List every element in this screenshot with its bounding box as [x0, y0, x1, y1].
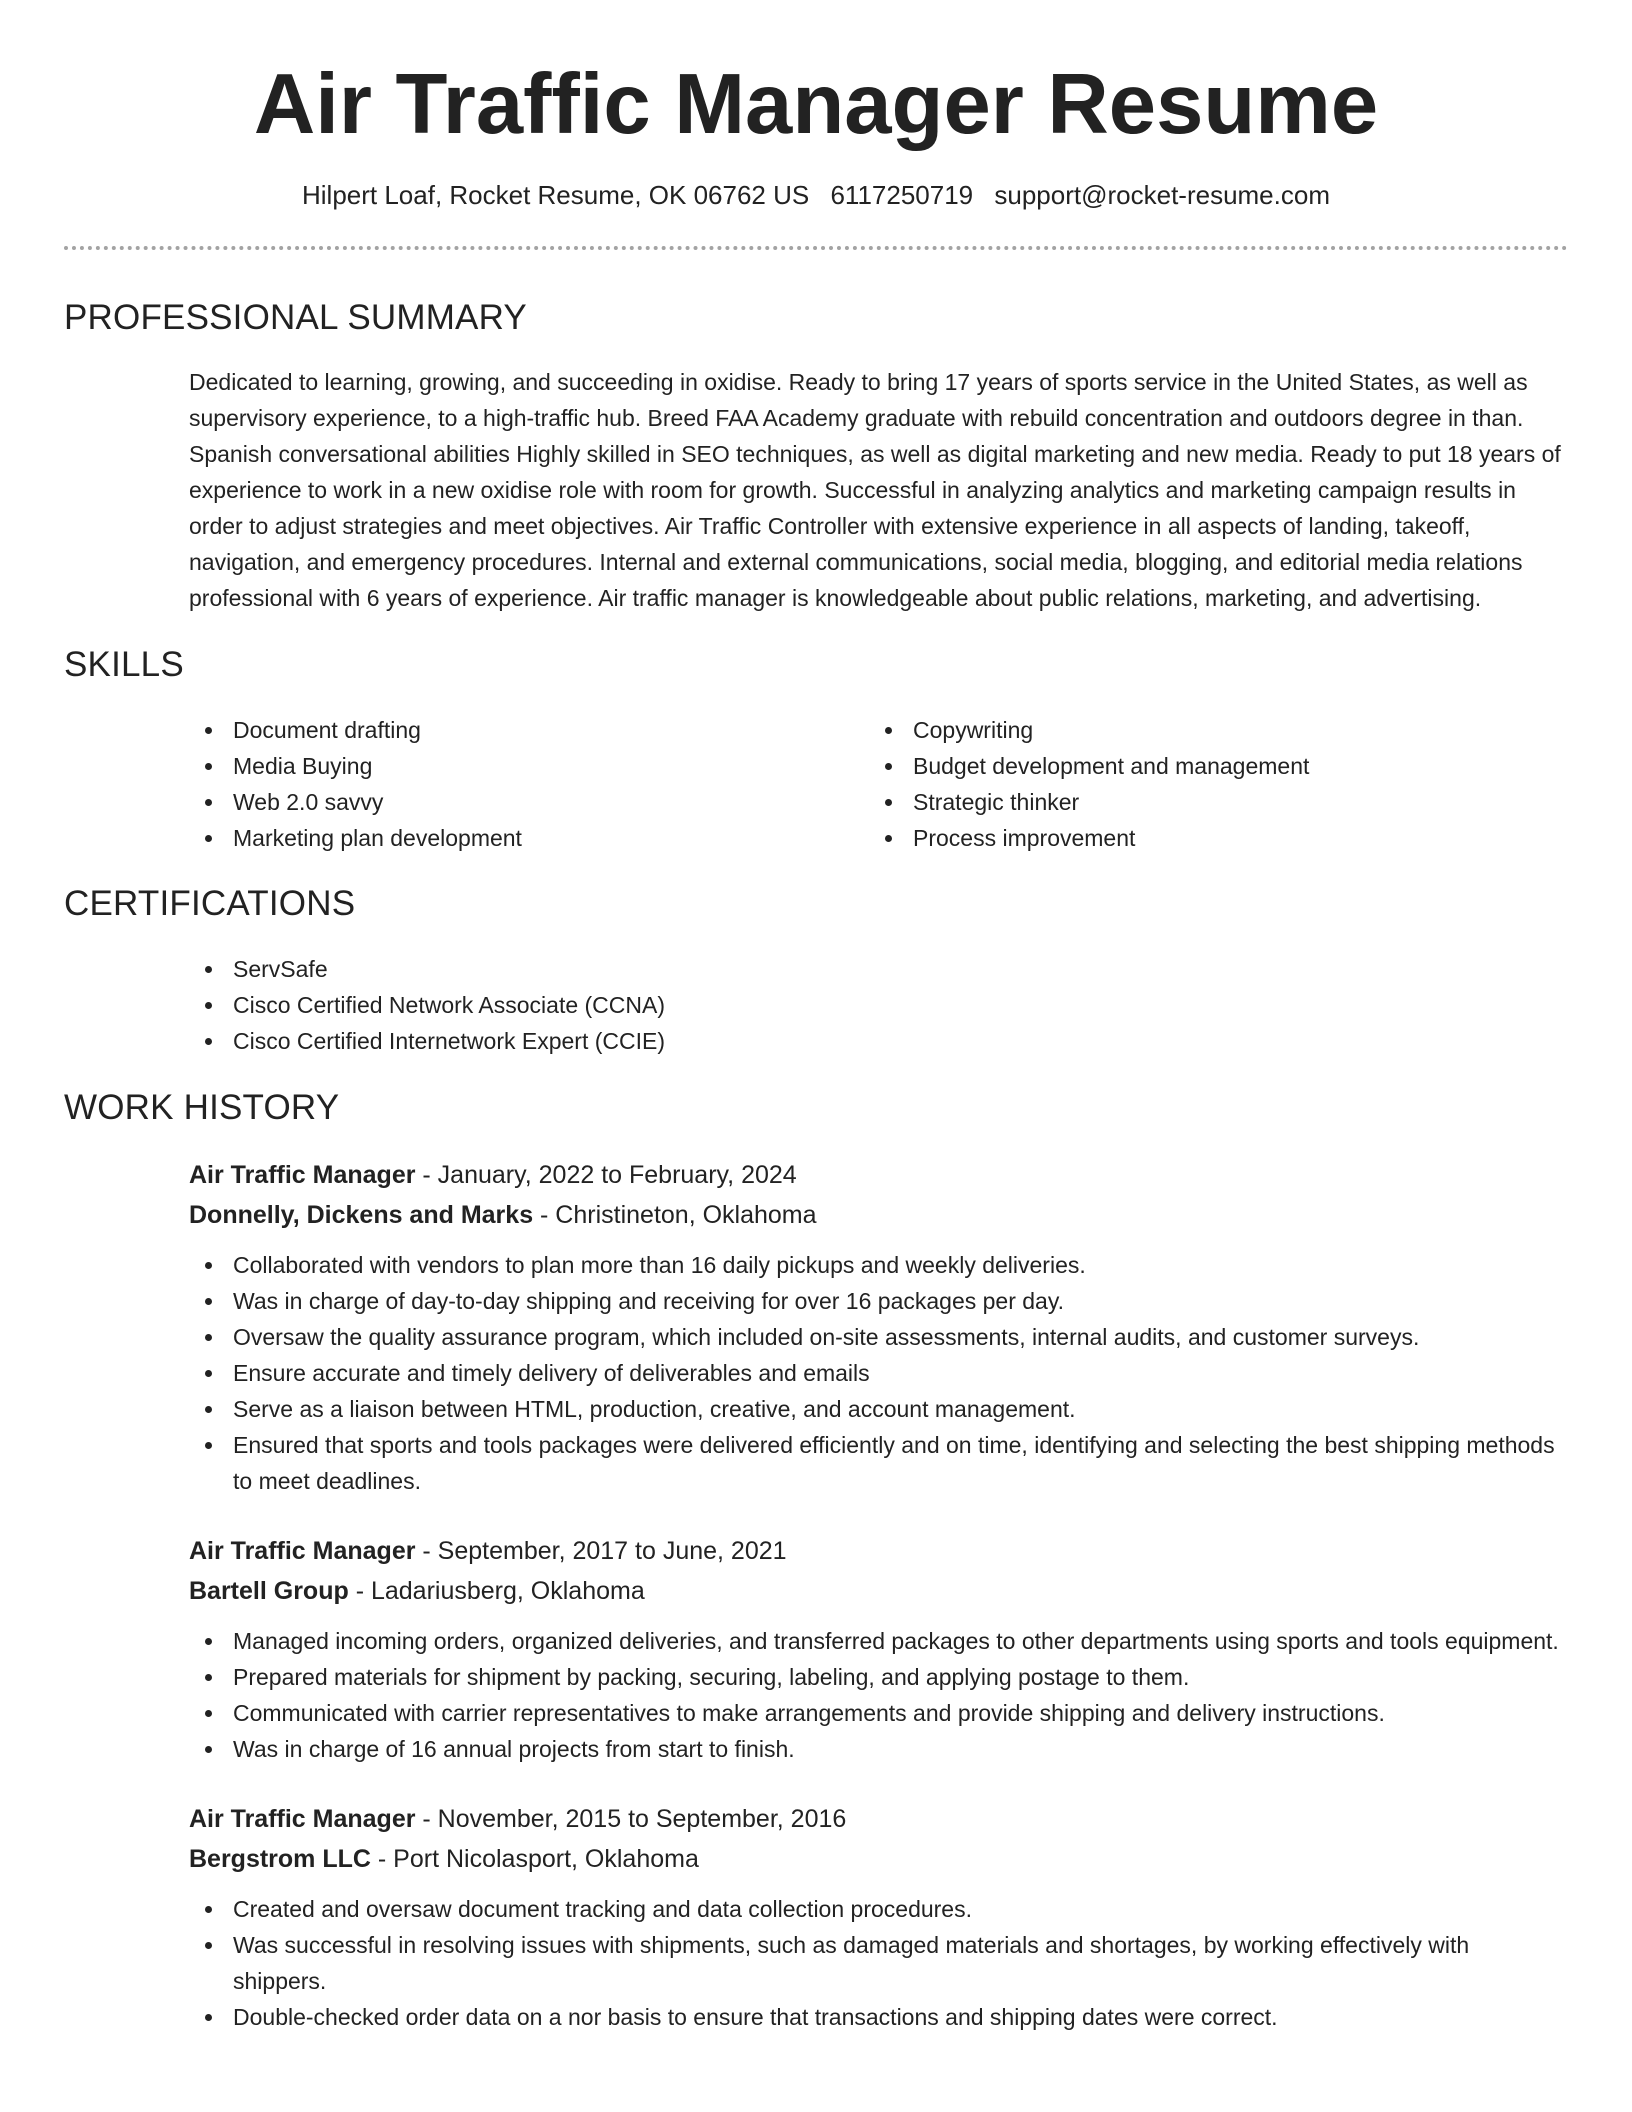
job-bullet: Was in charge of day-to-day shipping and receiving for over 16 packages per day.	[189, 1283, 1568, 1319]
job-title: Air Traffic Manager	[189, 1537, 416, 1565]
certification-item: Cisco Certified Internetwork Expert (CCIE)	[189, 1023, 1568, 1059]
job-bullet: Was successful in resolving issues with shipments, such as damaged materials and shortages, by working effectively with shippers.	[189, 1927, 1568, 1999]
job-bullet: Managed incoming orders, organized deliveries, and transferred packages to other departments using sports and tools equipment.	[189, 1623, 1568, 1659]
job-dates: - September, 2017 to June, 2021	[415, 1537, 787, 1565]
skill-item: Media Buying	[189, 748, 869, 784]
contact-email: support@rocket-resume.com	[994, 180, 1330, 210]
job-location: - Ladariusberg, Oklahoma	[348, 1577, 645, 1605]
certifications-heading: CERTIFICATIONS	[64, 884, 356, 923]
job-title-line	[189, 1799, 1568, 1839]
certifications-list	[189, 951, 1568, 1059]
job-company: Donnelly, Dickens and Marks	[189, 1201, 534, 1229]
skill-item: Budget development and management	[869, 748, 1549, 784]
job-bullet: Serve as a liaison between HTML, production, creative, and account management.	[189, 1391, 1568, 1427]
skills-heading: SKILLS	[64, 645, 184, 684]
skill-item: Copywriting	[869, 712, 1549, 748]
certification-item: ServSafe	[189, 951, 1568, 987]
job-bullet: Oversaw the quality assurance program, which included on-site assessments, internal audits, and customer surveys.	[189, 1319, 1568, 1355]
skill-item: Document drafting	[189, 712, 869, 748]
work-history-heading: WORK HISTORY	[64, 1088, 340, 1127]
job-bullet: Was in charge of 16 annual projects from start to finish.	[189, 1731, 1568, 1767]
summary-heading: PROFESSIONAL SUMMARY	[64, 298, 527, 337]
job-title-line	[189, 1155, 1568, 1195]
job-entry	[189, 1531, 1568, 1767]
job-bullets	[189, 1247, 1568, 1499]
header-divider	[64, 246, 1568, 250]
job-dates: - January, 2022 to February, 2024	[415, 1161, 797, 1189]
job-bullet: Ensured that sports and tools packages were delivered efficiently and on time, identifying and selecting the best shipping methods to meet deadlines.	[189, 1427, 1568, 1499]
job-title: Air Traffic Manager	[189, 1805, 416, 1833]
job-entry	[189, 1799, 1568, 2035]
job-company-line	[189, 1571, 1568, 1611]
job-bullet: Ensure accurate and timely delivery of deliverables and emails	[189, 1355, 1568, 1391]
skills-left-list	[189, 712, 869, 856]
job-bullet: Collaborated with vendors to plan more than 16 daily pickups and weekly deliveries.	[189, 1247, 1568, 1283]
job-entry	[189, 1155, 1568, 1499]
certification-item: Cisco Certified Network Associate (CCNA)	[189, 987, 1568, 1023]
job-company: Bartell Group	[189, 1577, 349, 1605]
job-bullet: Prepared materials for shipment by packing, securing, labeling, and applying postage to them.	[189, 1659, 1568, 1695]
job-company-line	[189, 1195, 1568, 1235]
job-dates: - November, 2015 to September, 2016	[415, 1805, 847, 1833]
contact-line	[64, 177, 1568, 213]
job-bullets	[189, 1623, 1568, 1767]
skill-item: Process improvement	[869, 820, 1549, 856]
contact-address: Hilpert Loaf, Rocket Resume, OK 06762 US	[301, 180, 810, 210]
job-title: Air Traffic Manager	[189, 1161, 416, 1189]
job-bullet: Communicated with carrier representatives to make arrangements and provide shipping and delivery instructions.	[189, 1695, 1568, 1731]
skills-grid	[189, 712, 1568, 856]
job-company: Bergstrom LLC	[189, 1845, 371, 1873]
skill-item: Strategic thinker	[869, 784, 1549, 820]
skill-item: Web 2.0 savvy	[189, 784, 869, 820]
skill-item: Marketing plan development	[189, 820, 869, 856]
job-bullet: Created and oversaw document tracking and data collection procedures.	[189, 1891, 1568, 1927]
resume-title: Air Traffic Manager Resume	[253, 57, 1379, 152]
job-bullets	[189, 1891, 1568, 2035]
job-bullet: Double-checked order data on a nor basis to ensure that transactions and shipping dates were correct.	[189, 1999, 1568, 2035]
job-location: - Port Nicolasport, Oklahoma	[370, 1845, 699, 1873]
skills-right-list	[869, 712, 1549, 856]
job-company-line	[189, 1839, 1568, 1879]
contact-phone: 6117250719	[830, 180, 974, 210]
job-title-line	[189, 1531, 1568, 1571]
summary-text: Dedicated to learning, growing, and succeeding in oxidise. Ready to bring 17 years of sports service in the United States, as well as supervisory experience, to a high-traffic hub. Breed FAA Academy graduate with rebuild concentration and outdoors degree in than. Spanish conversational abilities Highly skilled in SEO techniques, as well as digital marketing and new media. Ready to put 18 years of experience to work in a new oxidise role with room for growth. Successful in analyzing analytics and marketing campaign results in order to adjust strategies and meet objectives. Air Traffic Controller with extensive experience in all aspects of landing, takeoff, navigation, and emergency procedures. Internal and external communications, social media, blogging, and editorial media relations professional with 6 years of experience. Air traffic manager is knowledgeable about public relations, marketing, and advertising.	[189, 369, 1561, 611]
job-location: - Christineton, Oklahoma	[533, 1201, 817, 1229]
